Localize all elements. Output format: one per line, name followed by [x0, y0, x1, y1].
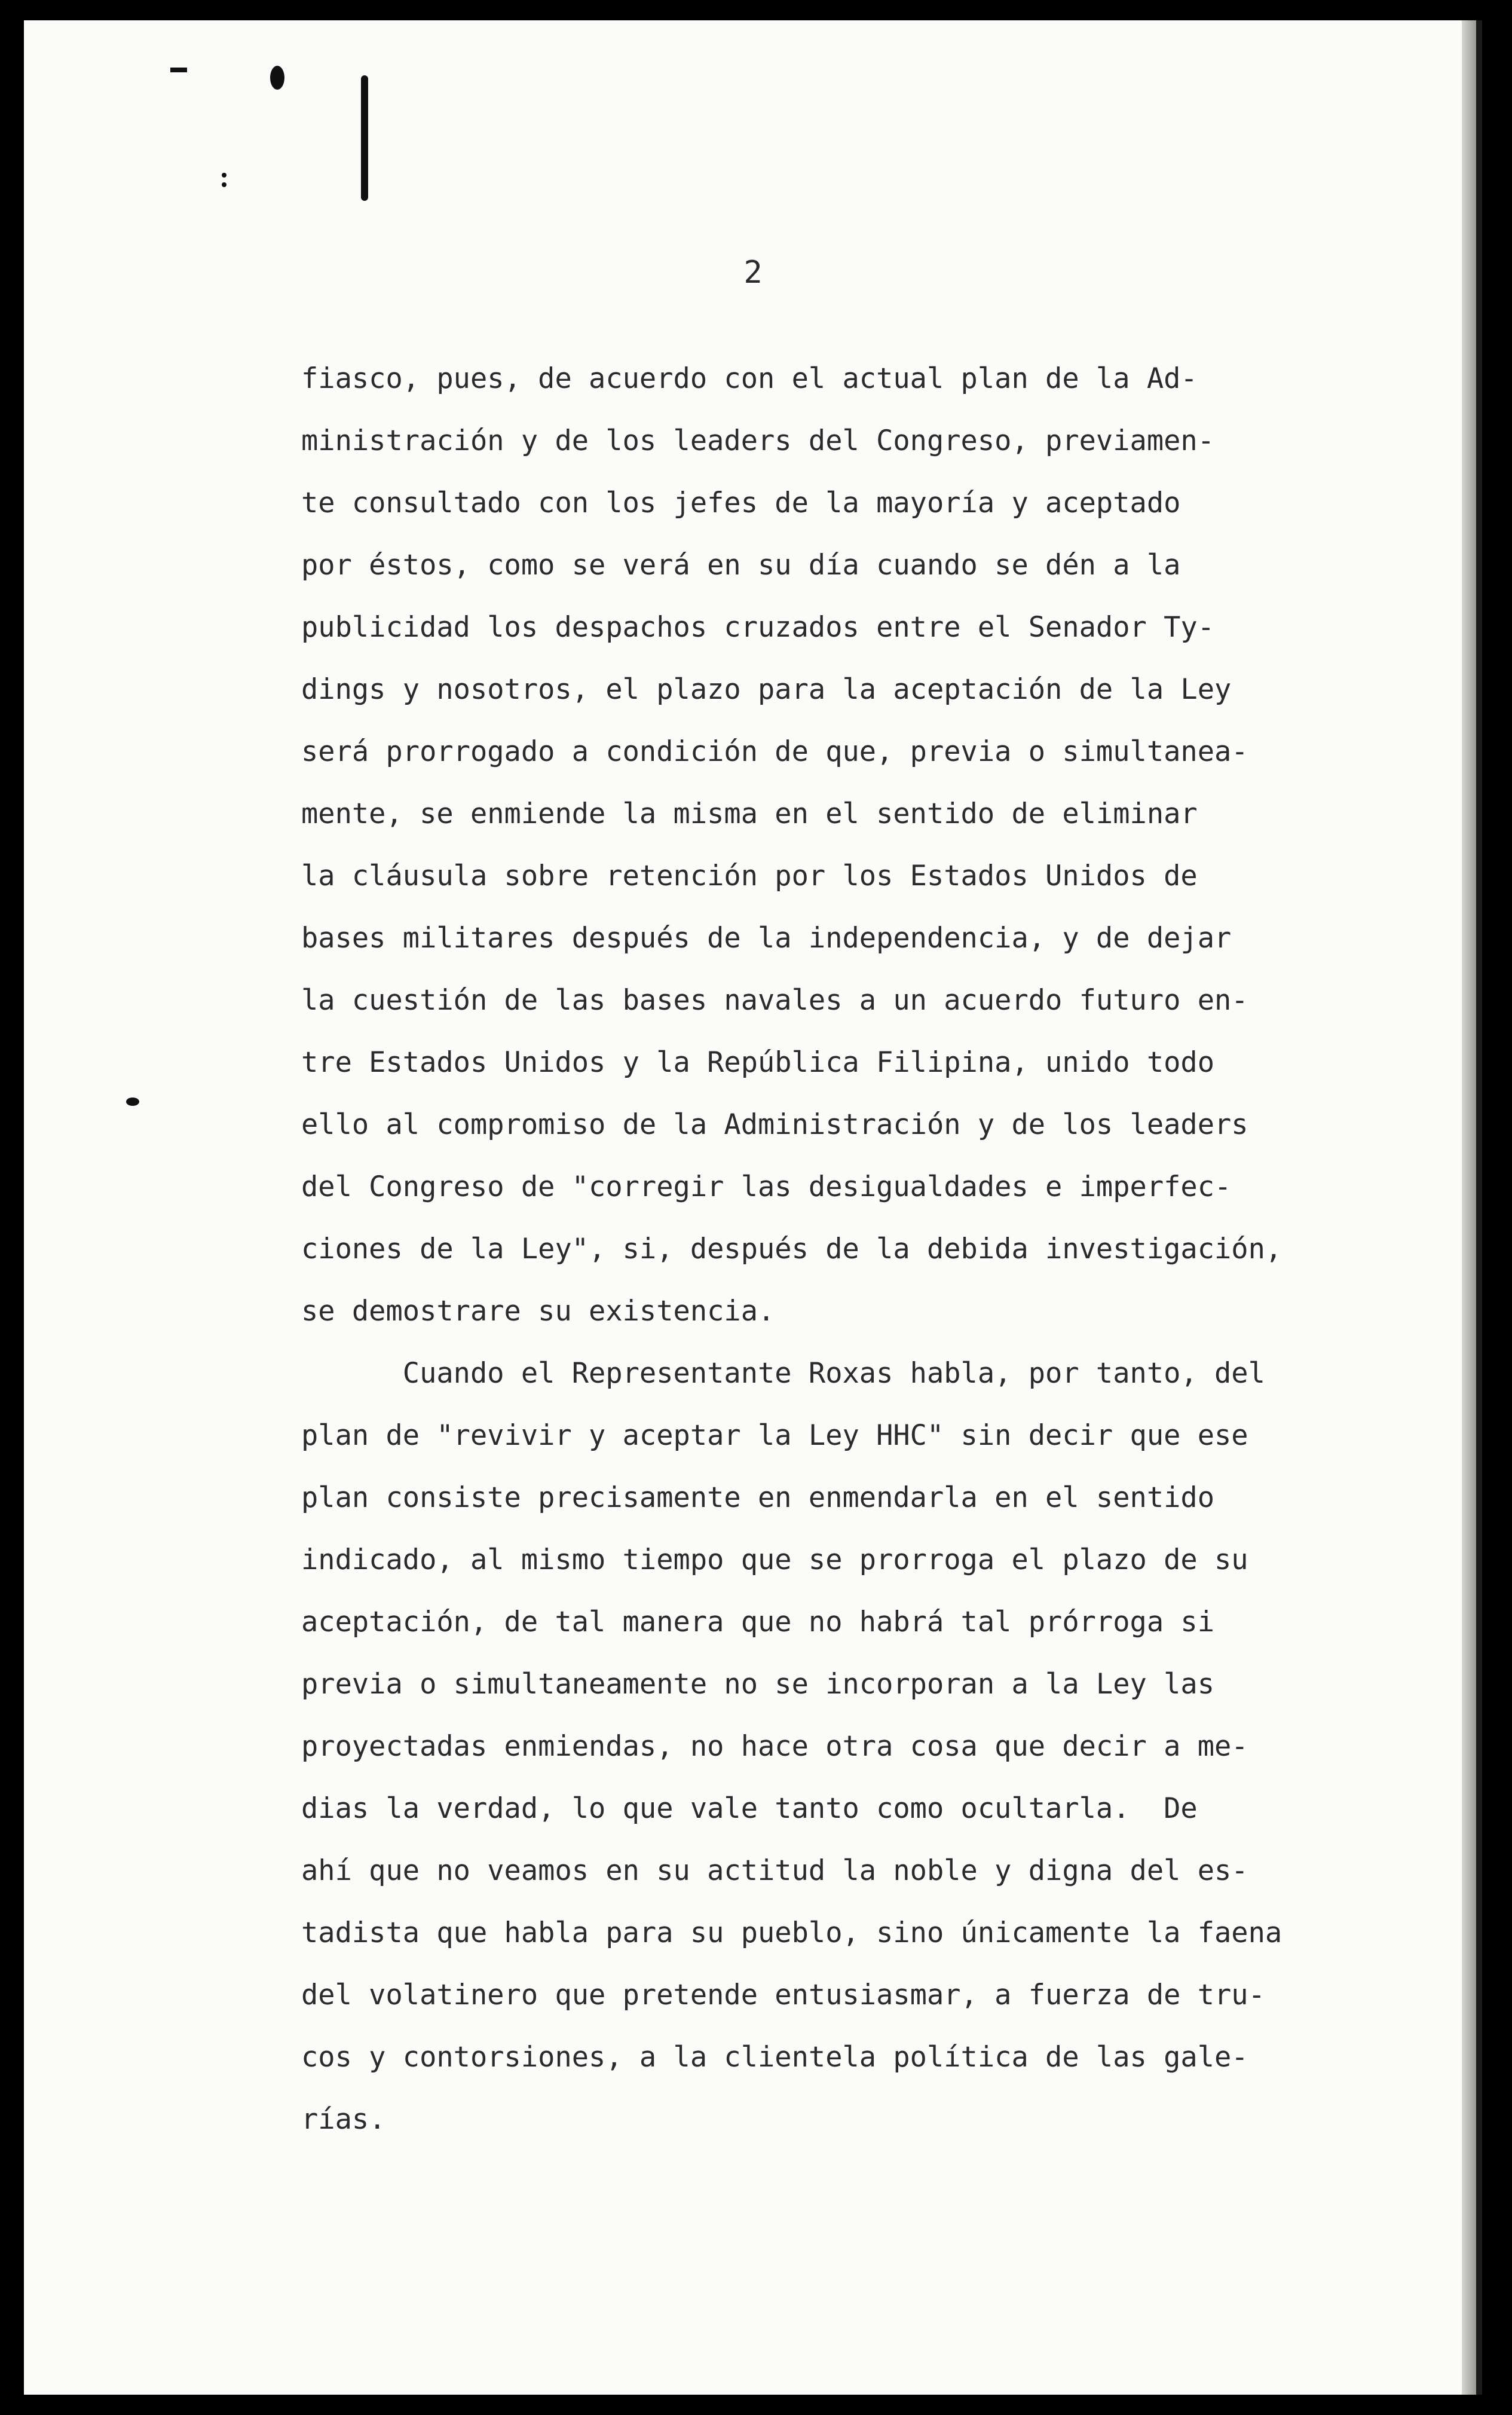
typewritten-page — [24, 20, 1482, 2395]
page-edge-shadow — [1462, 20, 1476, 2395]
text-line: ciones de la Ley", si, después de la debida investigación, — [301, 1233, 1283, 1265]
text-line: aceptación, de tal manera que no habrá tal prórroga si — [301, 1606, 1215, 1638]
text-line: la cláusula sobre retención por los Estados Unidos de — [301, 860, 1198, 892]
text-line: ello al compromiso de la Administración y de los leaders — [301, 1108, 1248, 1141]
text-line: será prorrogado a condición de que, previa o simultanea- — [301, 735, 1248, 768]
text-line: plan consiste precisamente en enmendarla en el sentido — [301, 1481, 1215, 1514]
text-line: tre Estados Unidos y la República Filipina, unido todo — [301, 1046, 1215, 1079]
text-line: la cuestión de las bases navales a un acuerdo futuro en- — [301, 984, 1248, 1017]
text-line: dings y nosotros, el plazo para la aceptación de la Ley — [301, 673, 1232, 706]
text-line: del volatinero que pretende entusiasmar, a fuerza de tru- — [301, 1979, 1265, 2012]
text-line: Cuando el Representante Roxas habla, por tanto, del — [301, 1357, 1265, 1390]
body-text — [301, 348, 1377, 2151]
text-line: bases militares después de la independencia, y de dejar — [301, 922, 1232, 955]
text-line: proyectadas enmiendas, no hace otra cosa que decir a me- — [301, 1730, 1248, 1763]
text-line: por éstos, como se verá en su día cuando se dén a la — [301, 549, 1181, 582]
text-line: dias la verdad, lo que vale tanto como ocultarla. De — [301, 1792, 1198, 1825]
text-line: rías. — [301, 2103, 386, 2136]
text-line: cos y contorsiones, a la clientela política de las gale- — [301, 2041, 1248, 2074]
text-line: previa o simultaneamente no se incorporan a la Ley las — [301, 1668, 1215, 1701]
ink-mark-vertical — [361, 75, 368, 201]
text-line: publicidad los despachos cruzados entre el Senador Ty- — [301, 611, 1215, 644]
text-line: del Congreso de "corregir las desigualdades e imperfec- — [301, 1170, 1232, 1203]
ink-blot — [270, 66, 284, 90]
text-line: ministración y de los leaders del Congreso, previamen- — [301, 424, 1215, 457]
page-number: 2 — [743, 255, 763, 291]
ink-dot — [222, 182, 227, 187]
text-line: te consultado con los jefes de la mayoría y aceptado — [301, 487, 1181, 519]
ink-dot — [222, 173, 227, 178]
text-line: mente, se enmiende la misma en el sentido de eliminar — [301, 797, 1198, 830]
text-line: se demostrare su existencia. — [301, 1295, 775, 1328]
text-line: ahí que no veamos en su actitud la noble y digna del es- — [301, 1854, 1248, 1887]
text-line: plan de "revivir y aceptar la Ley HHC" sin decir que ese — [301, 1419, 1248, 1452]
text-line: indicado, al mismo tiempo que se prorroga el plazo de su — [301, 1543, 1248, 1576]
text-line: fiasco, pues, de acuerdo con el actual plan de la Ad- — [301, 362, 1198, 395]
ink-mark-dash — [170, 68, 187, 72]
text-line: tadista que habla para su pueblo, sino únicamente la faena — [301, 1916, 1283, 1949]
ink-mark-margin — [126, 1098, 139, 1106]
